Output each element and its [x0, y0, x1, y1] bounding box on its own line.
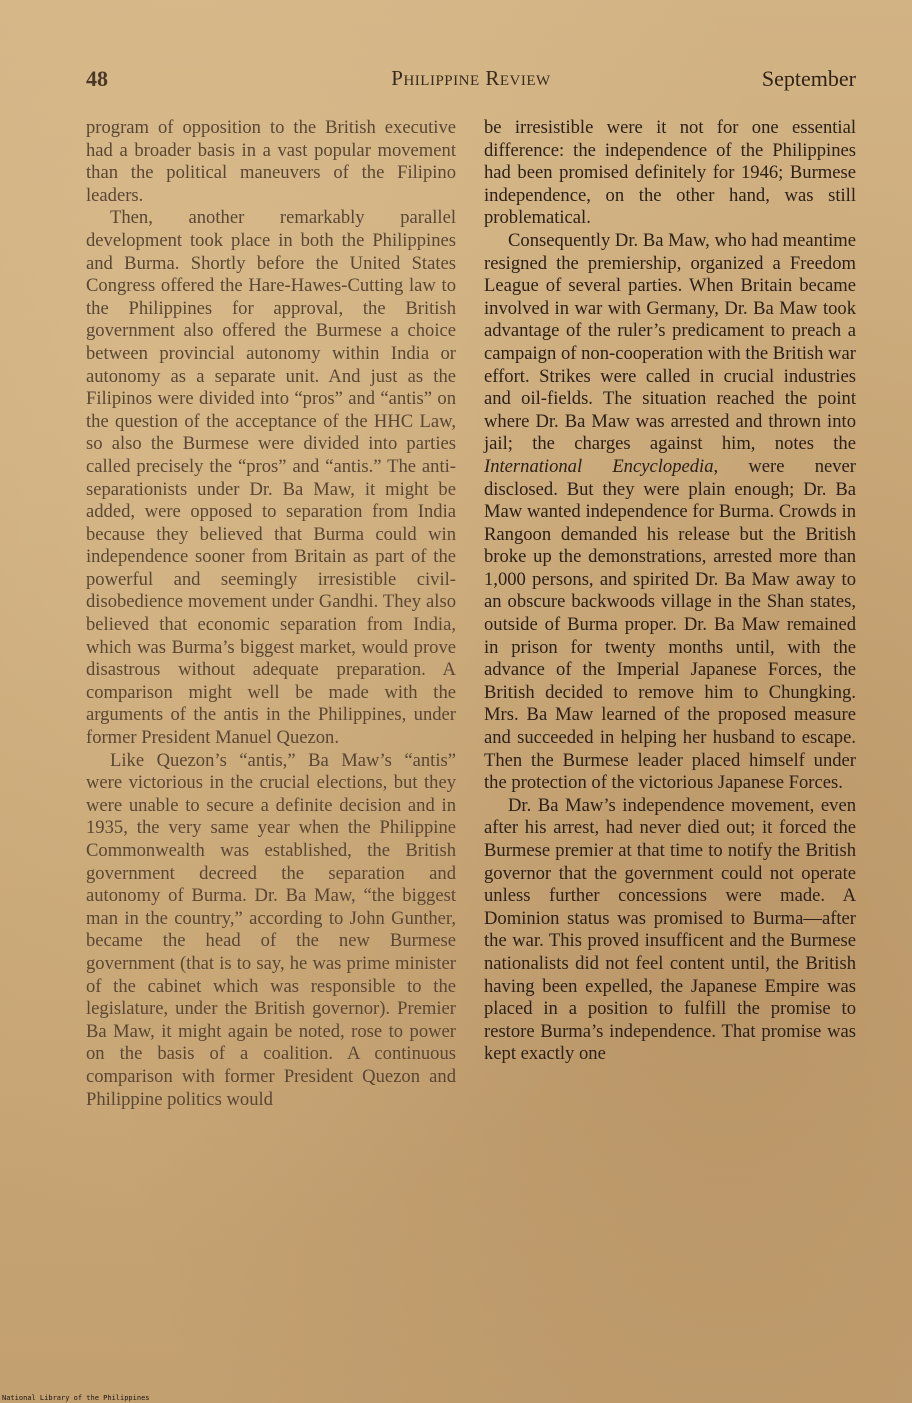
page-header	[86, 64, 856, 98]
right-paragraph-1: be irresistible were it not for one essential difference: the independence of the Philippines had been promised definitely for 1946; Burmese independence, on the other hand, was still problematical.	[484, 117, 856, 229]
left-column	[86, 117, 456, 1111]
right-column	[484, 117, 856, 1066]
left-paragraph-3: Like Quezon’s “antis,” Ba Maw’s “antis” were victorious in the crucial elections, but they were unable to secure a definite decision and in 1935, the very same year when the Philippine Commonwealth was established, the British government decreed the separation and autonomy of Burma. Dr. Ba Maw, “the biggest man in the country,” according to John Gunther, became the head of the new Burmese government (that is to say, he was prime minister of the cabinet which was responsible to the legislature, under the British governor). Premier Ba Maw, it might again be noted, rose to power on the basis of a coalition. A continuous comparison with former President Quezon and Philippine politics would	[86, 749, 456, 1110]
library-credit: National Library of the Philippines	[2, 1394, 150, 1402]
page-number: 48	[86, 66, 108, 91]
encyclopedia-title: International Encyclopedia	[484, 455, 714, 477]
left-paragraph-1: program of opposition to the British executive had a broader basis in a vast popular movement than the political maneuvers of the Filipino leaders.	[86, 117, 456, 206]
right-paragraph-2-text-a: Consequently Dr. Ba Maw, who had meantime resigned the premiership, organized a Freedom League of several parties. When Britain became involved in war with Germany, Dr. Ba Maw took advantage of the ruler’s predicament to preach a campaign of non-cooperation with the British war effort. Strikes were called in crucial industries and oil-fields. The situation reached the point where Dr. Ba Maw was arrested and thrown into jail; the charges against him, notes the	[484, 229, 856, 455]
issue-month: September	[761, 66, 856, 91]
right-paragraph-2	[484, 230, 856, 795]
right-paragraph-2-text-b: , were never disclosed. But they were plain enough; Dr. Ba Maw wanted independence for Burma. Crowds in Rangoon demanded his release but the British broke up the demonstrations, arrested more than 1,000 persons, and spirited Dr. Ba Maw away to an obscure backwoods village in the Shan states, outside of Burma proper. Dr. Ba Maw remained in prison for twenty months until, with the advance of the Imperial Japanese Forces, the British decided to remove him to Chungking. Mrs. Ba Maw learned of the proposed measure and succeeded in helping her husband to escape. Then the Burmese leader placed himself under the protection of the victorious Japanese Forces.	[484, 455, 856, 794]
running-title: Philippine Review	[391, 66, 551, 90]
left-paragraph-2: Then, another remarkably parallel development took place in both the Philippines and Burma. Shortly before the United States Congress offered the Hare-Hawes-Cutting law to the Philippines for approval, the British government also offered the Burmese a choice between provincial autonomy within India or autonomy as a separate unit. And just as the Filipinos were divided into “pros” and “antis” on the question of the acceptance of the HHC Law, so also the Burmese were divided into parties called precisely the “pros” and “antis.” The anti-separationists under Dr. Ba Maw, it might be added, were opposed to separation from India because they believed that Burma could win independence sooner from Britain as part of the powerful and seemingly irresistible civil-disobedience movement under Gandhi. They also believed that economic separation from India, which was Burma’s biggest market, would prove disastrous without adequate preparation. A comparison might well be made with the arguments of the antis in the Philippines, under former President Manuel Quezon.	[86, 207, 456, 749]
right-paragraph-3: Dr. Ba Maw’s independence movement, even after his arrest, had never died out; it forced the Burmese premier at that time to notify the British governor that the government could not operate unless further concessions were made. A Dominion status was promised to Burma—after the war. This proved insufficent and the Burmese nationalists did not feel content until, the British having been expelled, the Japanese Empire was placed in a position to fulfill the promise to restore Burma’s independence. That promise was kept exactly one	[484, 794, 856, 1065]
